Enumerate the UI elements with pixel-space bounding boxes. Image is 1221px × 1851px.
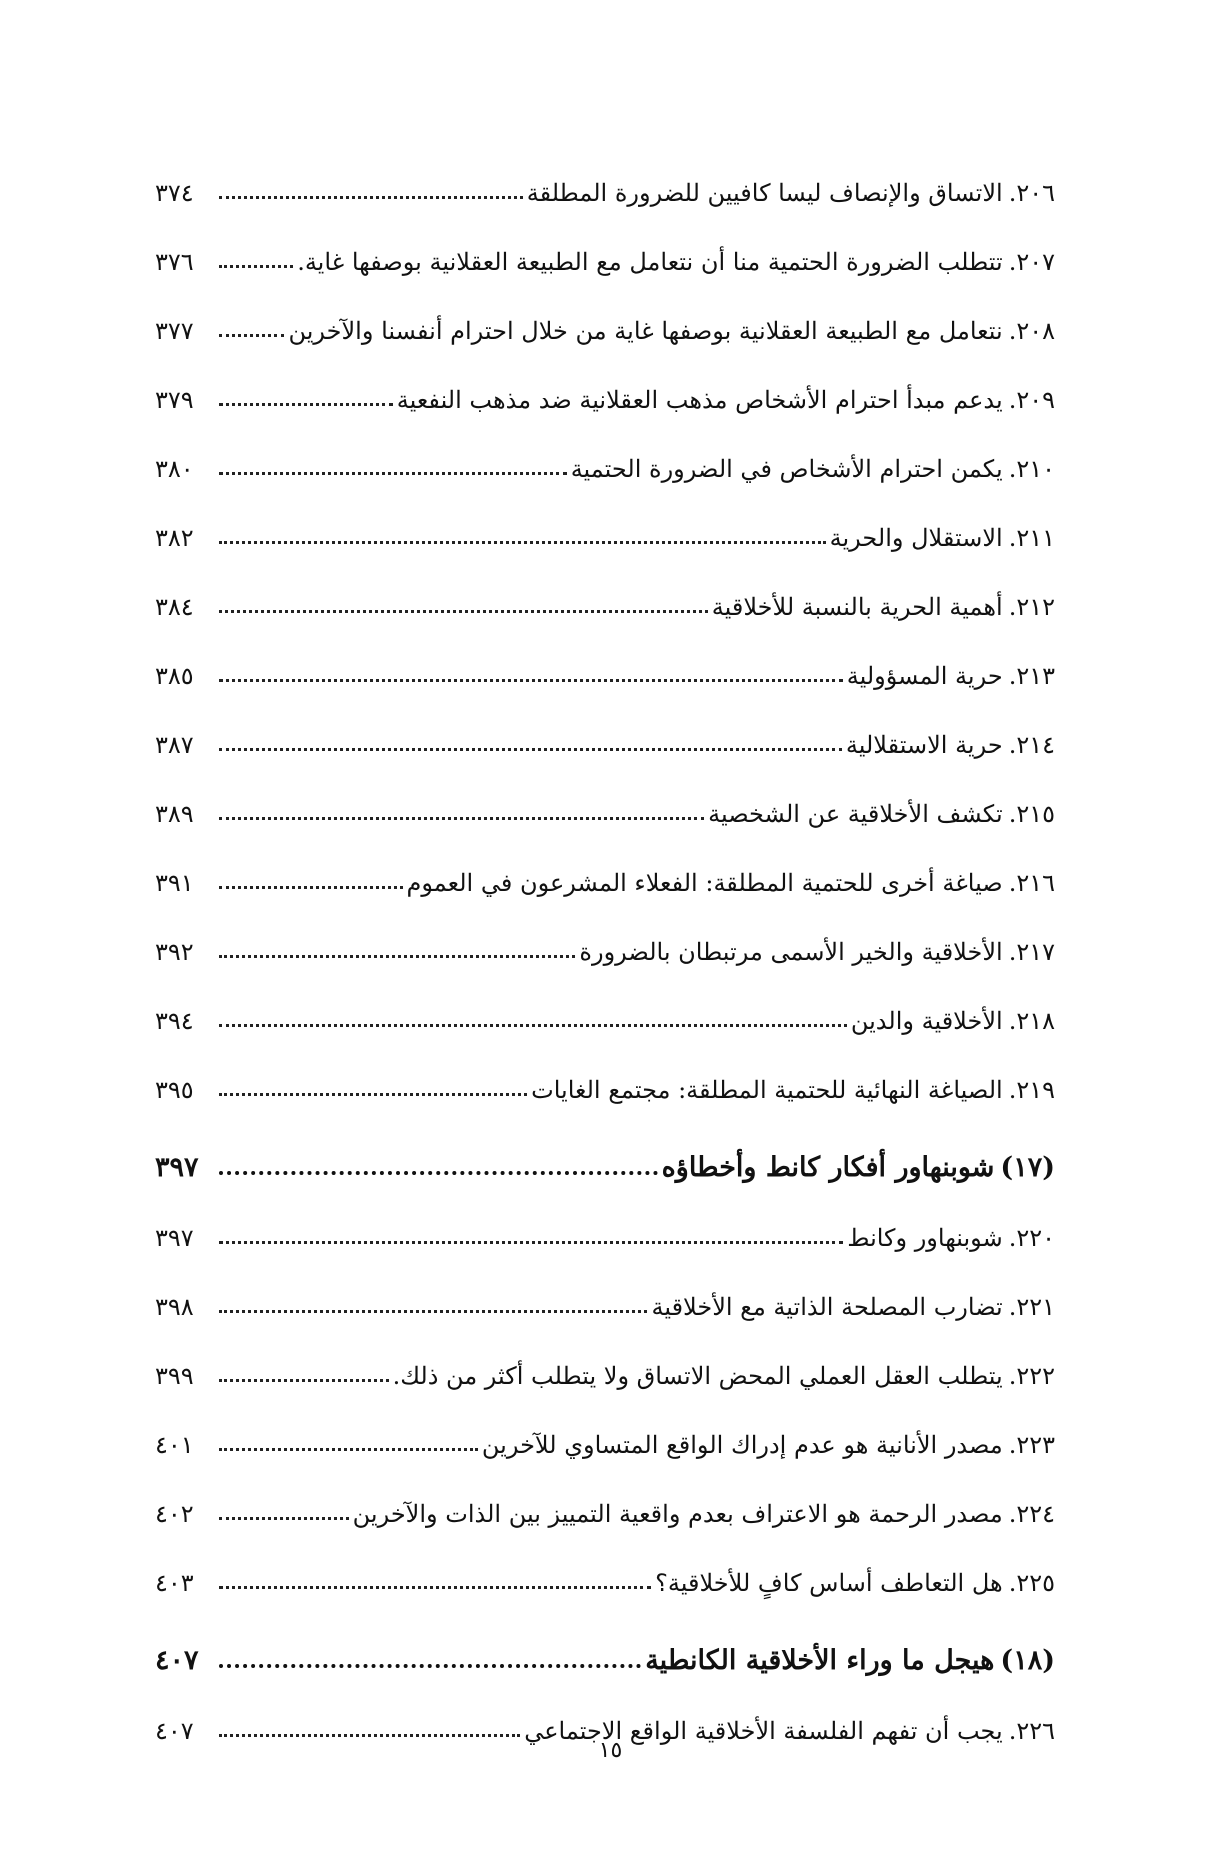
entry-page-number: ٤٠١ — [155, 1431, 194, 1459]
entry-number: ٢٢٤. — [1008, 1500, 1055, 1528]
toc-entry — [155, 359, 1055, 428]
dot-leader — [219, 610, 708, 613]
entry-number: ٢٢٥. — [1008, 1569, 1055, 1597]
entry-title: تضارب المصلحة الذاتية مع الأخلاقية — [651, 1293, 1003, 1321]
entry-page-number: ٣٩٩ — [155, 1362, 194, 1390]
entry-title: الأخلاقية والخير الأسمى مرتبطان بالضرورة — [579, 938, 1003, 966]
dot-leader — [219, 1586, 651, 1589]
entry-number: (١٨) — [1000, 1645, 1055, 1676]
entry-title: مصدر الرحمة هو الاعتراف بعدم واقعية التمييز بين الذات والآخرين — [352, 1500, 1003, 1528]
dot-leader — [219, 1241, 843, 1244]
toc-entry — [155, 428, 1055, 497]
entry-page-number: ٣٨٤ — [155, 593, 194, 621]
dot-leader — [219, 1171, 658, 1175]
entry-title: الأخلاقية والدين — [850, 1007, 1003, 1035]
entry-page-number: ٣٩٨ — [155, 1293, 194, 1321]
toc-entry — [155, 1335, 1055, 1404]
toc-entry — [155, 290, 1055, 359]
dot-leader — [219, 403, 393, 406]
page-number: ١٥ — [598, 1738, 623, 1763]
entry-number: ٢١١. — [1008, 524, 1055, 552]
entry-title: الصياغة النهائية للحتمية المطلقة: مجتمع الغايات — [531, 1076, 1003, 1104]
entry-title: الاتساق والإنصاف ليسا كافيين للضرورة المطلقة — [526, 179, 1003, 207]
entry-page-number: ٣٩٤ — [155, 1007, 194, 1035]
dot-leader — [219, 334, 284, 337]
entry-page-number: ٣٩٢ — [155, 938, 194, 966]
toc-entry — [155, 221, 1055, 290]
toc-entry — [155, 773, 1055, 842]
dot-leader — [219, 679, 843, 682]
entry-page-number: ٣٧٤ — [155, 179, 194, 207]
toc-entry — [155, 635, 1055, 704]
toc-entry — [155, 497, 1055, 566]
entry-title: أهمية الحرية بالنسبة للأخلاقية — [711, 593, 1003, 621]
dot-leader — [219, 265, 293, 268]
entry-title: يكمن احترام الأشخاص في الضرورة الحتمية — [570, 455, 1003, 483]
entry-title: صياغة أخرى للحتمية المطلقة: الفعلاء المشرعون في العموم — [406, 869, 1003, 897]
entry-page-number: ٤٠٧ — [155, 1645, 199, 1676]
toc-entry — [155, 1542, 1055, 1611]
dot-leader — [219, 817, 704, 820]
entry-number: (١٧) — [1000, 1152, 1055, 1183]
toc-entry — [155, 704, 1055, 773]
entry-page-number: ٣٨٧ — [155, 731, 194, 759]
entry-title: تكشف الأخلاقية عن الشخصية — [708, 800, 1003, 828]
entry-page-number: ٣٩٧ — [155, 1152, 199, 1183]
entry-number: ٢١٦. — [1008, 869, 1055, 897]
dot-leader — [219, 1379, 389, 1382]
dot-leader — [219, 1310, 647, 1313]
entry-number: ٢٠٩. — [1008, 386, 1055, 414]
dot-leader — [219, 1664, 641, 1668]
entry-page-number: ٣٩٥ — [155, 1076, 194, 1104]
entry-title: مصدر الأنانية هو عدم إدراك الواقع المتساوي للآخرين — [481, 1431, 1003, 1459]
entry-title: هيجل ما وراء الأخلاقية الكانطية — [645, 1645, 995, 1676]
toc-entry — [155, 1197, 1055, 1266]
dot-leader — [219, 1448, 478, 1451]
entry-title: يتطلب العقل العملي المحض الاتساق ولا يتطلب أكثر من ذلك. — [392, 1362, 1003, 1390]
entry-title: تتطلب الضرورة الحتمية منا أن نتعامل مع الطبيعة العقلانية بوصفها غاية. — [297, 248, 1003, 276]
toc-entry — [155, 911, 1055, 980]
entry-title: حرية الاستقلالية — [845, 731, 1003, 759]
entry-page-number: ٣٧٧ — [155, 317, 194, 345]
toc-chapter-heading — [155, 1118, 1055, 1197]
toc-entry — [155, 566, 1055, 635]
entry-title: يدعم مبدأ احترام الأشخاص مذهب العقلانية ضد مذهب النفعية — [396, 386, 1003, 414]
entry-number: ٢٢٦. — [1008, 1717, 1055, 1745]
entry-title: شوبنهاور أفكار كانط وأخطاؤه — [661, 1152, 995, 1183]
toc-entry — [155, 1473, 1055, 1542]
entry-number: ٢٢٠. — [1008, 1224, 1055, 1252]
dot-leader — [219, 1024, 847, 1027]
entry-number: ٢١٠. — [1008, 455, 1055, 483]
entry-number: ٢١٣. — [1008, 662, 1055, 690]
entry-number: ٢٢٢. — [1008, 1362, 1055, 1390]
entry-page-number: ٣٧٦ — [155, 248, 194, 276]
toc-entry — [155, 1266, 1055, 1335]
entry-page-number: ٣٨٠ — [155, 455, 194, 483]
dot-leader — [219, 1093, 527, 1096]
entry-title: شوبنهاور وكانط — [847, 1224, 1003, 1252]
entry-number: ٢١٤. — [1008, 731, 1055, 759]
entry-number: ٢٠٦. — [1008, 179, 1055, 207]
entry-page-number: ٣٧٩ — [155, 386, 194, 414]
entry-number: ٢٢١. — [1008, 1293, 1055, 1321]
entry-number: ٢١٧. — [1008, 938, 1055, 966]
dot-leader — [219, 748, 842, 751]
entry-page-number: ٣٨٥ — [155, 662, 194, 690]
entry-page-number: ٤٠٣ — [155, 1569, 194, 1597]
entry-title: الاستقلال والحرية — [829, 524, 1003, 552]
toc-entry — [155, 980, 1055, 1049]
toc-chapter-heading — [155, 1611, 1055, 1690]
dot-leader — [219, 1734, 520, 1737]
entry-title: يجب أن تفهم الفلسفة الأخلاقية الواقع الاجتماعي — [524, 1717, 1003, 1745]
dot-leader — [219, 196, 523, 199]
entry-page-number: ٣٨٩ — [155, 800, 194, 828]
entry-page-number: ٤٠٧ — [155, 1717, 194, 1745]
entry-number: ٢١٥. — [1008, 800, 1055, 828]
entry-title: هل التعاطف أساس كافٍ للأخلاقية؟ — [655, 1569, 1003, 1597]
entry-number: ٢١٨. — [1008, 1007, 1055, 1035]
entry-page-number: ٣٩١ — [155, 869, 194, 897]
dot-leader — [219, 886, 403, 889]
entry-number: ٢٢٣. — [1008, 1431, 1055, 1459]
toc-entry — [155, 1049, 1055, 1118]
dot-leader — [219, 1517, 349, 1520]
entry-number: ٢١٢. — [1008, 593, 1055, 621]
entry-number: ٢٠٧. — [1008, 248, 1055, 276]
toc-entry — [155, 842, 1055, 911]
entry-page-number: ٣٨٢ — [155, 524, 194, 552]
entry-number: ٢١٩. — [1008, 1076, 1055, 1104]
entry-number: ٢٠٨. — [1008, 317, 1055, 345]
entry-page-number: ٤٠٢ — [155, 1500, 194, 1528]
entry-title: حرية المسؤولية — [846, 662, 1003, 690]
dot-leader — [219, 472, 567, 475]
toc-entry — [155, 152, 1055, 221]
dot-leader — [219, 541, 826, 544]
toc-entry — [155, 1404, 1055, 1473]
entry-page-number: ٣٩٧ — [155, 1224, 194, 1252]
entry-title: نتعامل مع الطبيعة العقلانية بوصفها غاية من خلال احترام أنفسنا والآخرين — [288, 317, 1003, 345]
table-of-contents — [155, 152, 1055, 1759]
dot-leader — [219, 955, 575, 958]
